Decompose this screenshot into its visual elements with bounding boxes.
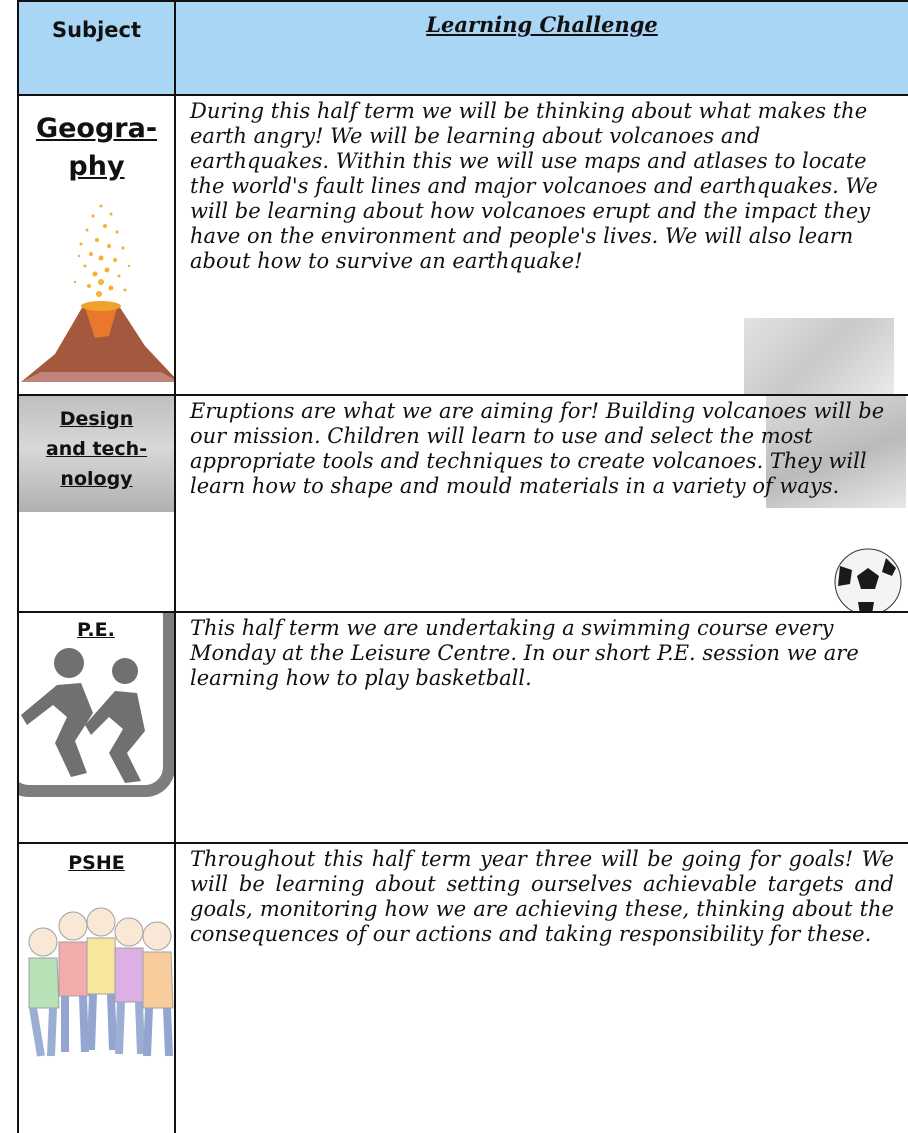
subject-design-technology-line1: Design: [59, 408, 134, 430]
subject-geography-line2: phy: [68, 151, 125, 182]
subject-cell-geography: [18, 95, 175, 395]
challenge-text-pshe: Throughout this half term year three will be going for goals! We will be learning about setting ourselves achievable targets and goals, monitoring how we are achieving these, thinking about the consequences of our actions and taking responsibility for these.: [190, 847, 894, 946]
challenge-text-pe: This half term we are undertaking a swimming course every Monday at the Leisure Centre. In our short P.E. session we are learning how to play basketball.: [190, 616, 859, 690]
subject-design-technology-line2: and tech-: [45, 438, 148, 460]
challenge-cell-pshe: [175, 843, 908, 1133]
battlefield-photo: [744, 318, 894, 395]
table-header-row: [18, 1, 908, 95]
learning-challenge-table: [17, 0, 908, 1133]
challenge-cell-pe: [175, 612, 908, 843]
subject-cell-pshe: [18, 843, 175, 1133]
challenge-cell-geography: [175, 95, 908, 395]
subject-pshe: PSHE: [68, 852, 125, 874]
subject-header-cell: [18, 1, 175, 95]
challenge-text-geography: During this half term we will be thinking about what makes the earth angry! We will be learning about volcanoes and earthquakes. Within this we will use maps and atlases to locate the world's fault lines and major volcanoes and earthquakes. We will be learning about how volcanoes erupt and the impact they have on the environment and people's lives. We will also learn about how to survive an earthquake!: [190, 99, 878, 273]
volcano-image: [21, 186, 175, 394]
children-group-image: [21, 896, 175, 1066]
subject-geography-line1: Geogra-: [35, 113, 158, 144]
pe-running-icon: [18, 613, 175, 803]
subject-pe: P.E.: [75, 613, 117, 641]
challenge-header-cell: [175, 1, 908, 95]
learning-challenge-header: Learning Challenge: [426, 12, 658, 37]
subject-geography: [19, 96, 174, 186]
football-icon: [830, 544, 902, 612]
subject-cell-design-technology: [18, 395, 175, 612]
table-row-geography: [18, 95, 908, 395]
subject-header: Subject: [51, 18, 142, 42]
table-row-pshe: [18, 843, 908, 1133]
challenge-cell-design-technology: [175, 395, 908, 612]
subject-design-technology-line3: nology: [60, 468, 133, 490]
subject-cell-pe: [18, 612, 175, 843]
table-row-design-technology: [18, 395, 908, 612]
subject-design-technology: [19, 396, 174, 494]
table-row-pe: [18, 612, 908, 843]
challenge-text-design-technology: Eruptions are what we are aiming for! Building volcanoes will be our mission. Children will learn to use and select the most appropriate tools and techniques to create volcanoes. They will learn how to shape and mould materials in a variety of ways.: [190, 399, 885, 498]
